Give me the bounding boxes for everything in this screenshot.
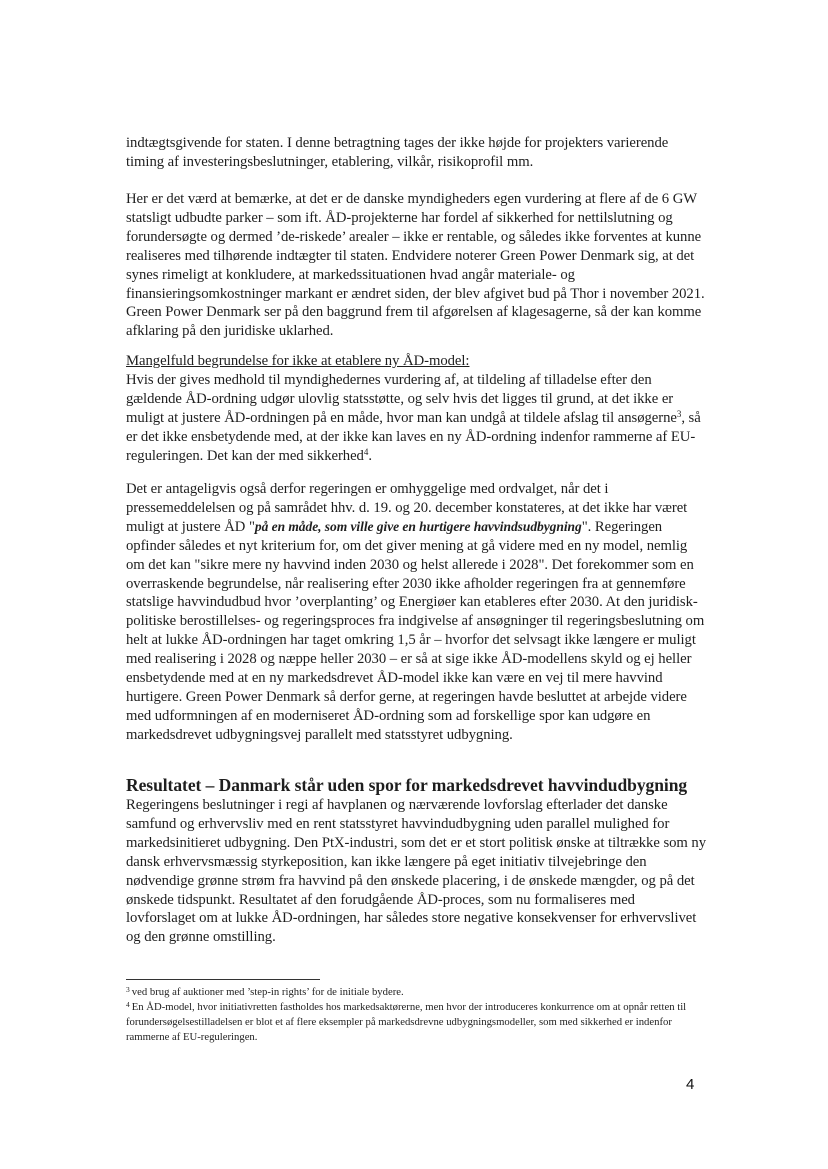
mangelfuld-text-3: .: [368, 447, 372, 464]
paragraph-regeringen-text: [126, 480, 706, 745]
footnote-ref-3[interactable]: 3: [676, 408, 682, 419]
footnotes: [126, 985, 716, 1045]
paragraph-thor-text: Her er det værd at bemærke, at det er de danske myndigheders egen vurdering at flere af de 6 GW statsligt udbudte parker – som ift. ÅD-projekterne har fordel af sikkerhed for nettilslutning og forundersøgte og dermed ’de-riskede’ arealer – ikke er rentable, og således ikke forventes at kunne realiseres med tilhørende indtægter til staten. Endvidere noterer Green Power Denmark sig, at det synes rimeligt at konkludere, at markedssituationen hvad angår materiale- og finansieringsomkostninger markant er ændret siden, der blev afgivet bud på Thor i november 2021. Green Power Denmark ser på den baggrund frem til afgørelsen af klagesagerne, så der kan komme afklaring på den juridiske uklarhed.: [126, 191, 705, 340]
regeringen-text-1: Det er antageligvis også derfor regeringen er omhyggelige med ordvalget, når det i pressemeddelelsen og på samrådet hhv. d. 19. og 20. december konstateres, at det ikke har været muligt at justere ÅD ": [126, 481, 688, 535]
section-resultatet: [126, 775, 706, 947]
footnote-text: ved brug af auktioner med ’step-in rights’ for de initiale bydere.: [131, 986, 404, 998]
mangelfuld-text-2: , så er det ikke ensbetydende med, at der ikke kan laves en ny ÅD-ordning indenfor rammerne af EU-reguleringen. Det kan der med sikkerhed: [126, 409, 701, 464]
footnote-number: 4: [126, 1000, 130, 1009]
intro-paragraph-text: indtægtsgivende for staten. I denne betragtning tages der ikke højde for projekters varierende timing af investeringsbeslutninger, etablering, vilkår, risikoprofil mm.: [126, 135, 669, 170]
footnote-item: [126, 1000, 716, 1045]
paragraph-thor: [126, 190, 706, 341]
footnote-number: 3: [126, 985, 130, 994]
regeringen-emphasis: på en måde, som ville give en hurtigere havvindsudbygning: [254, 518, 582, 534]
heading-resultatet: Resultatet – Danmark står uden spor for markedsdrevet havvindudbygning: [126, 775, 688, 795]
section-mangelfuld: [126, 352, 706, 465]
regeringen-text-2: ". Regeringen opfinder således et nyt kriterium for, om det giver mening at gå videre med en ny model, nemlig om det kan "sikre mere ny havvind inden 2030 og helst allerede i 2028". Det forekommer som en overraskende begrundelse, når realisering efter 2030 ikke afholder regeringen fra at gennemføre statslige havvindudbud hvor ’overplanting’ og Energiøer kan etableres efter 2030. At den juridisk-politiske berostillelses- og regeringsproces fra indgivelse af ansøgninger til regeringsbeslutning om helt at lukke ÅD-ordningen har taget omkring 1,5 år – hvorfor det selvsagt ikke længere er muligt med realisering i 2028 og næppe heller 2030 – er så at sige ikke ÅD-modellens skyld og ej heller ensbetydende med at en ny markedsdrevet ÅD-model ikke kan være en vej til mere havvind hurtigere. Green Power Denmark så derfor gerne, at regeringen havde besluttet at arbejde videre med udformningen af en moderniseret ÅD-ordning som ad forskellige spor kan udgøre en markedsdrevet udbygningsvej parallelt med statsstyret udbygning.: [126, 518, 705, 743]
intro-paragraph: [126, 134, 706, 172]
footnote-item: [126, 985, 716, 1000]
footnote-ref-4[interactable]: 4: [363, 446, 369, 457]
paragraph-mangelfuld: [126, 371, 706, 466]
subheading-mangelfuld: Mangelfuld begrundelse for ikke at etablere ny ÅD-model:: [126, 353, 470, 369]
footnote-divider: [126, 979, 320, 980]
paragraph-resultatet: Regeringens beslutninger i regi af havplanen og nærværende lovforslag efterlader det danske samfund og erhvervsliv med en rent statsstyret havvindudbygning uden parallel mulighed for markedsinitieret udbygning. Den PtX-industri, som det er et stort politisk ønske at tiltrække som ny dansk erhvervsmæssig styrkeposition, kan ikke længere på eget initiativ tilvejebringe den nødvendige grønne strøm fra havvind på den ønskede placering, i de ønskede mængder, og på det ønskede tidspunkt. Resultatet af den forudgående ÅD-proces, som nu formaliseres med lovforslaget om at lukke ÅD-ordningen, har således store negative konsekvenser for erhvervslivet og den grønne omstilling.: [126, 797, 706, 946]
paragraph-regeringen: [126, 480, 706, 745]
mangelfuld-text-1: Hvis der gives medhold til myndighedernes vurdering af, at tildeling af tilladelse efter den gældende ÅD-ordning udgør ulovlig statsstøtte, og selv hvis det ligges til grund, at det ikke er muligt at justere ÅD-ordningen på en måde, hvor man kan undgå at tildele afslag til ansøgerne: [126, 371, 677, 426]
page-number: 4: [686, 1076, 695, 1093]
footnote-text: En ÅD-model, hvor initiativretten fastholdes hos markedsaktørerne, men hvor der introduceres konkurrence om at opnår retten til forundersøgelsestilladelsen er blot et af flere eksempler på markedsdrevne udbygningsmodeller, som med sikkerhed er indenfor rammerne af EU-reguleringen.: [126, 1001, 687, 1043]
